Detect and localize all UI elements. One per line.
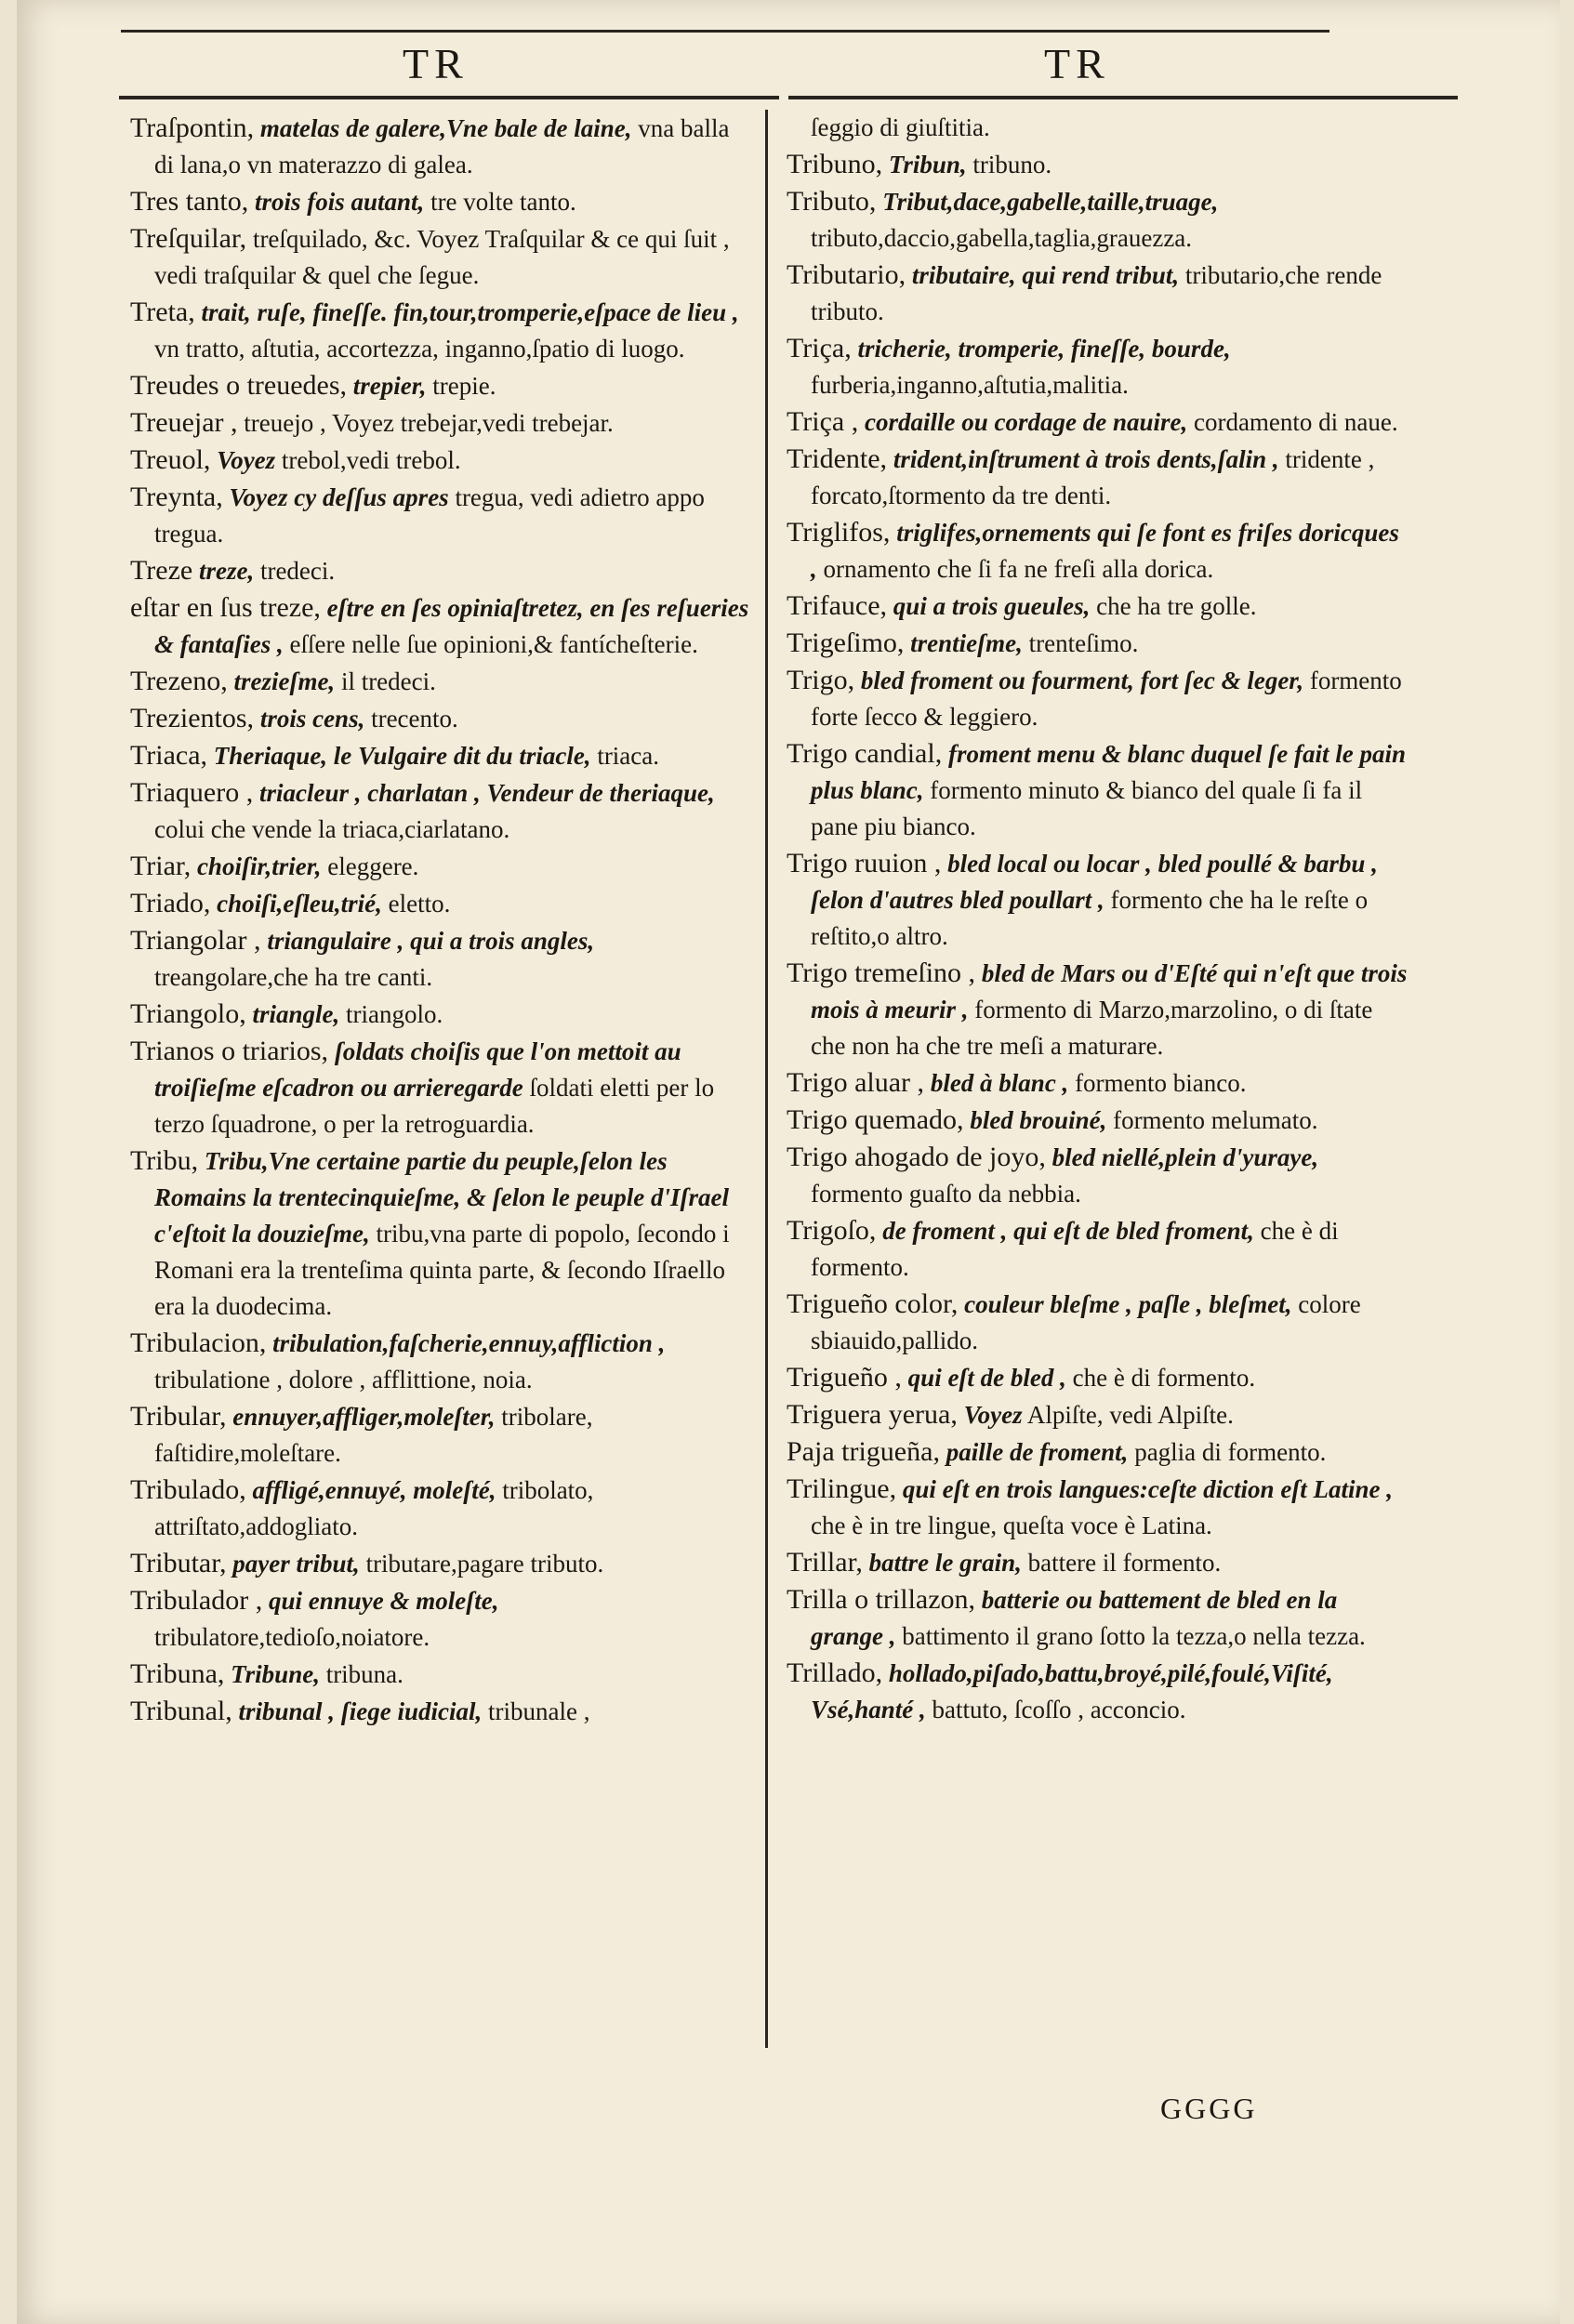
- dictionary-entry: [130, 848, 753, 885]
- entry-french: trait, ruſe, fineſſe. fin,tour,tromperie,eſpace de lieu ,: [201, 298, 739, 326]
- entry-headword: Tribulado,: [130, 1474, 246, 1505]
- entry-headword: Trigeſimo,: [787, 627, 905, 658]
- dictionary-entry: [787, 1286, 1409, 1359]
- entry-french: bled à blanc ,: [930, 1069, 1069, 1097]
- entry-french: tributaire, qui rend tribut,: [911, 261, 1180, 289]
- entry-french: froment menu & blanc duquel ſe fait le pain plus blanc,: [811, 740, 1406, 804]
- dictionary-entry: [130, 183, 753, 220]
- entry-french: ſoldats choiſis que l'on mettoit au troiſieſme eſcadron ou arrieregarde: [154, 1037, 681, 1102]
- dictionary-entry: [787, 1102, 1409, 1139]
- entry-french: triangulaire , qui a trois angles,: [267, 927, 595, 955]
- entry-italian: il tredeci.: [340, 667, 436, 695]
- entry-italian: formento guaſto da nebbia.: [811, 1180, 1081, 1208]
- entry-french: choiſi,eſleu,trié,: [217, 890, 382, 918]
- entry-italian: formento di Marzo,marzolino, o di ſtate che non ha che tre meſi a maturare.: [811, 996, 1373, 1060]
- entry-french: triglifes,ornements qui ſe font es friſes doricques ,: [811, 519, 1399, 583]
- entry-french: bled niellé,plein d'yuraye,: [1052, 1143, 1319, 1171]
- entry-italian: triangolo.: [346, 1000, 443, 1028]
- dictionary-entry: [130, 1545, 753, 1582]
- entry-french: battre le grain,: [868, 1549, 1022, 1577]
- entry-italian: colore sbiauido,pallido.: [811, 1290, 1361, 1354]
- entry-italian: tributo,daccio,gabella,taglia,grauezza.: [811, 224, 1193, 252]
- entry-headword: Trigo candial,: [787, 738, 943, 769]
- dictionary-entry: [787, 330, 1409, 403]
- entry-italian: cordamento di naue.: [1193, 408, 1398, 436]
- entry-headword: Tributario,: [787, 259, 906, 290]
- dictionary-entry: [787, 146, 1409, 183]
- running-head-left: TR: [403, 40, 469, 87]
- entry-italian: tribuno.: [972, 151, 1052, 178]
- entry-italian: formento che ha le reſte o reſtito,o altro.: [811, 886, 1369, 950]
- entry-italian: triaca.: [597, 742, 660, 770]
- entry-italian: formento minuto & bianco del quale ſi fa il pane piu bianco.: [811, 776, 1363, 840]
- entry-italian: Alpiſte, vedi Alpiſte.: [1026, 1401, 1234, 1429]
- entry-french: tribunal , ſiege iudicial,: [238, 1697, 483, 1725]
- entry-italian: tribulatione , dolore , afflittione, noia.: [154, 1366, 533, 1393]
- dictionary-entry: [130, 404, 753, 442]
- entry-italian: trepie.: [432, 372, 496, 400]
- dictionary-entry: [787, 588, 1409, 625]
- entry-italian: che è di formento.: [1072, 1364, 1256, 1392]
- entry-french: Voyez: [963, 1401, 1023, 1429]
- entry-french: triangle,: [252, 1000, 340, 1028]
- entry-italian: tribolare, faſtidire,moleſtare.: [154, 1403, 593, 1467]
- entry-italian: tribolato, attriſtato,addogliato.: [154, 1476, 594, 1540]
- dictionary-entry: [130, 1142, 753, 1325]
- entry-french: trois cens,: [259, 705, 365, 733]
- entry-italian: eleggere.: [327, 852, 419, 880]
- entry-headword: Trifauce,: [787, 590, 888, 621]
- entry-french: bled local ou locar , bled poullé & barbu , ſelon d'autres bled poullart ,: [811, 850, 1378, 914]
- entry-headword: Triça,: [787, 333, 852, 363]
- entry-italian: colui che vende la triaca,ciarlatano.: [154, 815, 510, 843]
- entry-headword: Trillar,: [787, 1547, 863, 1578]
- dictionary-entry: [787, 845, 1409, 955]
- dictionary-page: [17, 0, 1560, 2324]
- entry-french: treze,: [198, 557, 255, 585]
- entry-french: Tribut,dace,gabelle,taille,truage,: [882, 188, 1219, 216]
- entry-headword: Treze: [130, 555, 193, 586]
- entry-french: qui eſt en trois langues:ceſte diction eſt Latine ,: [902, 1475, 1394, 1503]
- dictionary-entry: [130, 1033, 753, 1142]
- entry-french: trentieſme,: [910, 629, 1023, 657]
- entry-headword: Paja trigueña,: [787, 1436, 940, 1467]
- dictionary-entry: [787, 1581, 1409, 1655]
- dictionary-entry: [130, 1398, 753, 1472]
- dictionary-entry: [130, 110, 753, 183]
- entry-french: de froment , qui eſt de bled froment,: [882, 1217, 1254, 1245]
- entry-headword: Trezeno,: [130, 666, 228, 696]
- entry-french: tribulation,faſcherie,ennuy,affliction ,: [272, 1329, 666, 1357]
- entry-french: ennuyer,affliger,moleſter,: [232, 1403, 496, 1431]
- entry-french: trepier,: [352, 372, 427, 400]
- entry-italian: ornamento che ſi fa ne freſi alla dorica.: [823, 555, 1214, 583]
- dictionary-entry: [130, 1582, 753, 1656]
- entry-headword: Tributo,: [787, 186, 877, 217]
- dictionary-entry: [130, 1325, 753, 1398]
- entry-headword: Treynta,: [130, 482, 223, 512]
- entry-italian: ſoldati eletti per lo terzo ſquadrone, o per la retroguardia.: [154, 1074, 715, 1138]
- dictionary-entry: [787, 514, 1409, 588]
- entry-headword: Trigo tremeſino ,: [787, 957, 976, 988]
- dictionary-entry: [130, 663, 753, 700]
- entry-headword: Triado,: [130, 888, 211, 918]
- entry-italian: trecento.: [371, 705, 458, 733]
- entry-italian: tributare,pagare tributo.: [365, 1550, 604, 1578]
- dictionary-entry: [130, 885, 753, 922]
- entry-headword: Tres tanto,: [130, 186, 249, 217]
- entry-italian: battere il formento.: [1027, 1549, 1222, 1577]
- entry-french: batterie ou battement de bled en la grange ,: [811, 1586, 1338, 1650]
- entry-headword: Treuol,: [130, 444, 211, 475]
- entry-italian: eletto.: [388, 890, 451, 918]
- dictionary-entry: [787, 1212, 1409, 1286]
- entry-headword: Tribunal,: [130, 1696, 232, 1726]
- entry-italian: tribuna.: [325, 1660, 403, 1688]
- entry-italian: tributario,che rende tributo.: [811, 261, 1382, 325]
- entry-french: paille de froment,: [946, 1438, 1129, 1466]
- dictionary-entry: [787, 662, 1409, 735]
- dictionary-entry: [787, 1139, 1409, 1212]
- entry-italian: battimento il grano ſotto la tezza,o nella tezza.: [902, 1622, 1366, 1650]
- entry-headword: Tridente,: [787, 443, 888, 474]
- dictionary-entry: [787, 183, 1409, 257]
- entry-headword: Tribuna,: [130, 1658, 225, 1689]
- entry-headword: Trigueño color,: [787, 1288, 959, 1319]
- entry-italian: che è in tre lingue, queſta voce è Latina.: [811, 1512, 1212, 1539]
- signature-mark: GGGG: [1160, 2092, 1258, 2125]
- entry-italian: furberia,inganno,aſtutia,malitia.: [811, 371, 1129, 399]
- dictionary-entry: [787, 1064, 1409, 1102]
- entry-italian: formento forte ſecco & leggiero.: [811, 667, 1402, 731]
- entry-headword: Tributar,: [130, 1548, 227, 1578]
- dictionary-entry: [130, 922, 753, 996]
- right-column: [787, 110, 1409, 1728]
- entry-headword: Trigo quemado,: [787, 1104, 964, 1135]
- entry-italian: vna balla di lana,o vn materazzo di galea.: [154, 114, 730, 178]
- entry-headword: eſtar en ſus treze,: [130, 592, 321, 623]
- dictionary-entry: [130, 1472, 753, 1545]
- dictionary-entry: [130, 700, 753, 737]
- entry-french: bled froment ou fourment, fort ſec & leger,: [860, 667, 1304, 694]
- entry-french: trezieſme,: [233, 667, 336, 695]
- entry-headword: Trigueño ,: [787, 1362, 902, 1393]
- dictionary-entry: [787, 625, 1409, 662]
- dictionary-entry: [787, 441, 1409, 514]
- entry-headword: Triaquero ,: [130, 777, 254, 808]
- entry-headword: Treſquilar,: [130, 223, 247, 254]
- entry-french: Theriaque, le Vulgaire dit du triacle,: [213, 742, 591, 770]
- header-rule-right: [788, 96, 1458, 99]
- entry-italian: tredeci.: [259, 557, 336, 585]
- entry-french: trident,inſtrument à trois dents,ſalin ,: [893, 445, 1279, 473]
- entry-italian: treangolare,che ha tre canti.: [154, 963, 433, 991]
- entry-headword: Trillado,: [787, 1657, 883, 1688]
- entry-italian: tregua, vedi adietro appo tregua.: [154, 483, 705, 548]
- entry-french: couleur bleſme , paſle , bleſmet,: [964, 1290, 1292, 1318]
- dictionary-entry: [787, 1433, 1409, 1471]
- dictionary-entry: [787, 1359, 1409, 1396]
- entry-headword: Trezientos,: [130, 703, 255, 733]
- entry-italian: che è di formento.: [811, 1217, 1339, 1281]
- dictionary-entry: [130, 479, 753, 552]
- dictionary-entry: [787, 735, 1409, 845]
- entry-italian: tribunale ,: [488, 1697, 590, 1725]
- dictionary-entry: [787, 1544, 1409, 1581]
- dictionary-entry: [787, 110, 1409, 146]
- entry-french: trois fois autant,: [255, 188, 425, 216]
- dictionary-entry: [130, 589, 753, 663]
- entry-french: matelas de galere,Vne bale de laine,: [259, 114, 632, 142]
- entry-french: Tribune,: [231, 1660, 320, 1688]
- dictionary-entry: [130, 294, 753, 367]
- dictionary-entry: [787, 1471, 1409, 1544]
- entry-headword: Triaca,: [130, 740, 208, 771]
- entry-headword: Trigo ahogado de joyo,: [787, 1142, 1046, 1172]
- entry-headword: Trilla o trillazon,: [787, 1584, 976, 1615]
- entry-headword: Triça ,: [787, 406, 859, 437]
- left-column: [130, 110, 753, 1730]
- entry-headword: Triguera yerua,: [787, 1399, 958, 1430]
- dictionary-entry: [130, 367, 753, 404]
- entry-french: Voyez cy deſſus apres: [229, 483, 449, 511]
- entry-french: hollado,piſado,battu,broyé,pilé,foulé,Viſité, Vsé,hanté ,: [811, 1659, 1333, 1723]
- entry-italian: trebol,vedi trebol.: [281, 446, 461, 474]
- entry-headword: Tribulador ,: [130, 1585, 263, 1616]
- entry-italian: tre volte tanto.: [430, 188, 576, 216]
- entry-headword: Triar,: [130, 851, 192, 881]
- dictionary-entry: [130, 996, 753, 1033]
- entry-headword: Triangolar ,: [130, 925, 261, 956]
- entry-italian: battuto, ſcoſſo , acconcio.: [932, 1696, 1186, 1723]
- entry-headword: Trilingue,: [787, 1473, 897, 1504]
- header-rule-left: [119, 96, 779, 99]
- entry-french: cordaille ou cordage de nauire,: [864, 408, 1188, 436]
- entry-french: tricherie, tromperie, fineſſe, bourde,: [857, 335, 1231, 363]
- entry-french: qui ennuye & moleſte,: [269, 1587, 499, 1615]
- entry-italian: tribulatore,tedioſo,noiatore.: [154, 1623, 430, 1651]
- entry-french: Voyez: [217, 446, 276, 474]
- entry-headword: Treta,: [130, 297, 195, 327]
- entry-french: triacleur , charlatan , Vendeur de theriaque,: [258, 779, 715, 807]
- entry-italian: paglia di formento.: [1134, 1438, 1327, 1466]
- dictionary-entry: [130, 552, 753, 589]
- dictionary-entry: [130, 220, 753, 294]
- dictionary-entry: [130, 1693, 753, 1730]
- dictionary-entry: [130, 774, 753, 848]
- entry-french: affligé,ennuyé, moleſté,: [252, 1476, 496, 1504]
- entry-headword: Tribulacion,: [130, 1327, 267, 1358]
- entry-italian: formento melumato.: [1113, 1106, 1318, 1134]
- column-divider: [765, 110, 768, 2048]
- dictionary-entry: [130, 442, 753, 479]
- entry-headword: Triglifos,: [787, 517, 891, 548]
- entry-french: choiſir,trier,: [196, 852, 322, 880]
- dictionary-entry: [787, 257, 1409, 330]
- entry-headword: Tribu,: [130, 1145, 199, 1176]
- entry-french: Tribu,Vne certaine partie du peuple,ſelon les Romains la trentecinquieſme, & ſelon le peuple d'Iſrael c'eſtoit la douzieſme,: [154, 1147, 729, 1248]
- entry-headword: Trigoſo,: [787, 1215, 877, 1246]
- entry-headword: Triangolo,: [130, 998, 246, 1029]
- top-rule: [121, 30, 1329, 33]
- entry-headword: Trigo aluar ,: [787, 1067, 925, 1098]
- entry-french: payer tribut,: [232, 1550, 360, 1578]
- entry-headword: Traſpontin,: [130, 112, 255, 143]
- entry-headword: Treudes o treuedes,: [130, 370, 348, 401]
- dictionary-entry: [130, 1656, 753, 1693]
- entry-french: qui eſt de bled ,: [907, 1364, 1066, 1392]
- entry-headword: Trianos o triarios,: [130, 1036, 329, 1066]
- entry-italian: eſſere nelle ſue opinioni,& fantícheſterie.: [289, 630, 698, 658]
- entry-italian: ſeggio di giuſtitia.: [811, 113, 990, 141]
- entry-italian: vn tratto, aſtutia, accortezza, inganno,ſpatio di luogo.: [154, 335, 685, 363]
- dictionary-entry: [787, 1655, 1409, 1728]
- entry-headword: Tribular,: [130, 1401, 227, 1432]
- dictionary-entry: [787, 1396, 1409, 1433]
- entry-headword: Tribuno,: [787, 149, 883, 179]
- dictionary-entry: [130, 737, 753, 774]
- entry-italian: tribu,vna parte di popolo, ſecondo i Romani era la trenteſima quinta parte, & ſecondo Iſraello era la duodecima.: [154, 1220, 730, 1320]
- entry-headword: Treuejar ,: [130, 407, 238, 438]
- running-head-right: TR: [1044, 40, 1110, 87]
- entry-italian: treſquilado, &c. Voyez Traſquilar & ce qui ſuit , vedi traſquilar & quel che ſegue.: [154, 225, 730, 289]
- entry-french: bled brouiné,: [970, 1106, 1107, 1134]
- entry-italian: che ha tre golle.: [1096, 592, 1257, 620]
- dictionary-entry: [787, 955, 1409, 1064]
- entry-italian: treuejo , Voyez trebejar,vedi trebejar.: [244, 409, 614, 437]
- entry-french: bled de Mars ou d'Eſté qui n'eſt que trois mois à meurir ,: [811, 959, 1408, 1023]
- dictionary-entry: [787, 403, 1409, 441]
- entry-italian: trenteſimo.: [1028, 629, 1139, 657]
- entry-french: Tribun,: [888, 151, 967, 178]
- entry-italian: formento bianco.: [1075, 1069, 1247, 1097]
- entry-headword: Trigo ruuion ,: [787, 848, 942, 878]
- entry-headword: Trigo,: [787, 665, 855, 695]
- entry-french: eſtre en ſes opiniaſtretez, en ſes reſueries & fantaſies ,: [154, 594, 749, 658]
- entry-italian: tridente , forcato,ſtormento da tre denti.: [811, 445, 1375, 509]
- entry-french: qui a trois gueules,: [893, 592, 1091, 620]
